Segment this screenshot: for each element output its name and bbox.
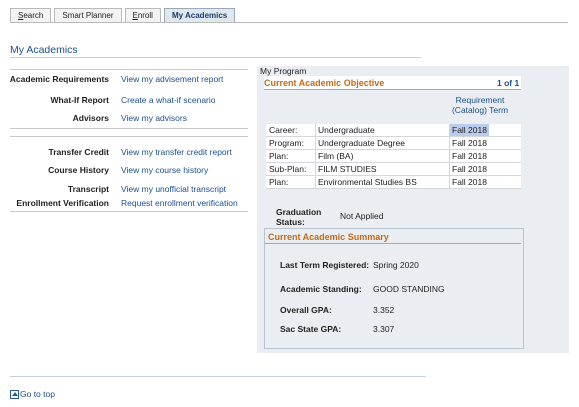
field-label: Sub-Plan:	[269, 164, 307, 174]
row-enrollment-verification	[10, 198, 248, 211]
summary-key: Overall GPA:	[280, 305, 332, 315]
row-advisors	[10, 113, 248, 126]
summary-value: GOOD STANDING	[373, 284, 445, 294]
row-what-if-report	[10, 95, 248, 108]
table-row	[266, 150, 521, 163]
tab-smart-planner[interactable]: Smart Planner	[54, 8, 121, 22]
row-academic-requirements	[10, 74, 248, 87]
advisors-link[interactable]: View my advisors	[121, 113, 187, 123]
term-value: Fall 2018	[452, 177, 487, 187]
page-title: My Academics	[10, 44, 78, 56]
column-divider	[315, 163, 316, 175]
row-label: Enrollment Verification	[16, 198, 109, 208]
row-transfer-credit	[10, 147, 248, 160]
unofficial-transcript-link[interactable]: View my unofficial transcript	[121, 184, 227, 194]
arrow-up-icon	[10, 390, 19, 399]
summary-title-divider	[265, 243, 521, 244]
group2-top-divider	[10, 136, 248, 137]
requirement-term-header: Requirement	[455, 95, 505, 105]
field-value: Undergraduate	[318, 125, 375, 135]
field-value: Film (BA)	[318, 151, 354, 161]
group2-bottom-divider	[10, 211, 248, 212]
column-divider	[449, 176, 450, 188]
enrollment-verification-link[interactable]: Request enrollment verification	[121, 198, 238, 208]
column-divider	[449, 150, 450, 162]
what-if-scenario-link[interactable]: Create a what-if scenario	[121, 95, 216, 105]
field-label: Program:	[269, 138, 304, 148]
graduation-status-value: Not Applied	[340, 211, 384, 221]
term-value: Fall 2018	[452, 151, 487, 161]
row-label: Course History	[48, 165, 109, 175]
advisement-report-link[interactable]: View my advisement report	[121, 74, 224, 84]
tab-bar	[10, 8, 238, 23]
row-label: What-If Report	[50, 95, 109, 105]
column-divider	[449, 137, 450, 149]
row-transcript	[10, 184, 248, 197]
summary-key: Academic Standing:	[280, 284, 362, 294]
column-divider	[315, 176, 316, 188]
catalog-term-header: (Catalog) Term	[451, 105, 509, 115]
field-label: Plan:	[269, 177, 289, 187]
summary-value: Spring 2020	[373, 260, 419, 270]
record-count: 1 of 1	[497, 78, 520, 88]
summary-value: 3.352	[373, 305, 395, 315]
column-divider	[315, 124, 316, 136]
row-label: Academic Requirements	[9, 74, 109, 84]
group1-top-divider	[10, 69, 248, 70]
row-label: Advisors	[72, 113, 109, 123]
summary-key: Sac State GPA:	[280, 324, 342, 334]
table-row	[266, 163, 521, 176]
column-divider	[315, 137, 316, 149]
tab-enroll[interactable]: Enroll	[125, 8, 161, 22]
tab-divider	[10, 22, 568, 23]
summary-key: Last Term Registered:	[280, 260, 370, 270]
field-value: Environmental Studies BS	[318, 177, 417, 187]
field-value: FILM STUDIES	[318, 164, 377, 174]
objective-title: Current Academic Objective	[264, 78, 385, 88]
column-divider	[315, 150, 316, 162]
field-label: Plan:	[269, 151, 289, 161]
footer-divider	[10, 376, 426, 377]
row-label: Transfer Credit	[48, 147, 109, 157]
column-divider	[449, 163, 450, 175]
course-history-link[interactable]: View my course history	[121, 165, 209, 175]
transfer-credit-link[interactable]: View my transfer credit report	[121, 147, 232, 157]
tab-my-academics[interactable]: My Academics	[164, 8, 235, 23]
row-course-history	[10, 165, 248, 178]
summary-value: 3.307	[373, 324, 395, 334]
academic-summary-title: Current Academic Summary	[268, 232, 389, 242]
term-value: Fall 2018	[452, 164, 487, 174]
term-value: Fall 2018	[452, 138, 487, 148]
my-program-label: My Program	[260, 66, 307, 76]
go-to-top-label[interactable]: Go to top	[20, 389, 55, 399]
table-row	[266, 124, 521, 137]
table-row	[266, 176, 521, 189]
row-label: Transcript	[67, 184, 109, 194]
table-row	[266, 137, 521, 150]
graduation-label-line1: Graduation	[276, 207, 322, 217]
tab-search[interactable]: Search	[10, 8, 51, 22]
title-divider	[10, 57, 421, 58]
field-value: Undergraduate Degree	[318, 138, 405, 148]
group1-bottom-divider	[10, 128, 248, 129]
go-to-top-link[interactable]	[10, 389, 55, 399]
graduation-status-label	[276, 207, 321, 227]
term-value-highlighted: Fall 2018	[452, 125, 487, 135]
graduation-label-line2: Status:	[276, 217, 305, 227]
field-label: Career:	[269, 125, 298, 135]
